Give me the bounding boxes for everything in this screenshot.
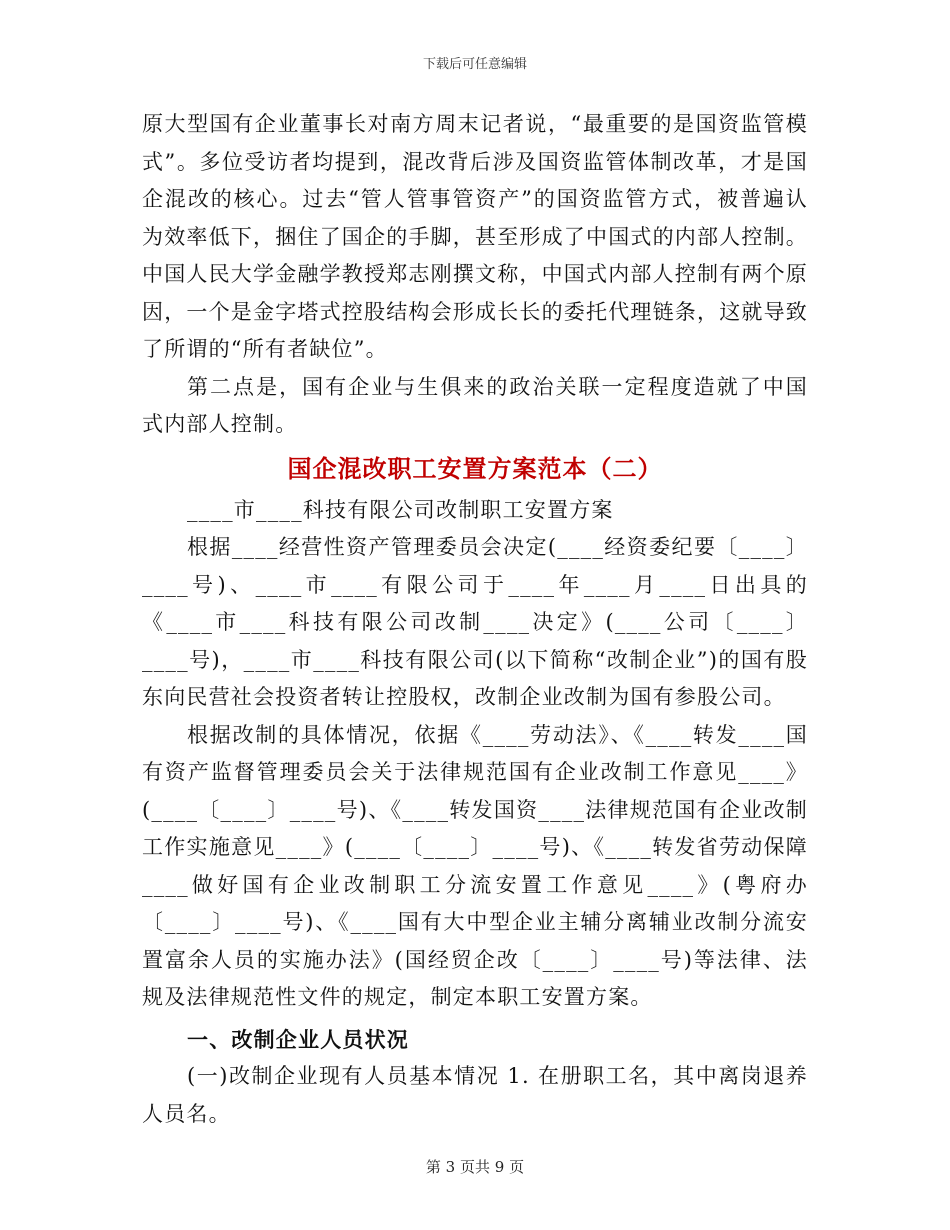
paragraph-5: 根据改制的具体情况，依据《____劳动法》、《____转发____国有资产监督管理委员会关于法律规范国有企业改制工作意见____》(____〔____〕____号)、《____转发国资____法律规范国有企业改制工作实施意见____》(____〔____〕____号)、《____转发省劳动保障____做好国有企业改制职工分流安置工作意见____》(粤府办〔____〕____号)、《____国有大中型企业主辅分离辅业改制分流安置富余人员的实施办法》(国经贸企改〔____〕____号)等法律、法规及法律规范性文件的规定，制定本职工安置方案。 xyxy=(142,722,808,1009)
document-body xyxy=(142,106,808,1133)
page-header: 下载后可任意编辑 xyxy=(422,57,527,72)
paragraph-6: (一)改制企业现有人员基本情况 1. 在册职工名，其中离岗退养人员名。 xyxy=(142,1064,808,1126)
paragraph-2: 第二点是，国有企业与生俱来的政治关联一定程度造就了中国式内部人控制。 xyxy=(142,374,808,436)
heading-1: 一、改制企业人员状况 xyxy=(187,1026,409,1052)
section-title: 国企混改职工安置方案范本（二） xyxy=(287,453,663,483)
paragraph-1: 原大型国有企业董事长对南方周末记者说，“最重要的是国资监管模式”。多位受访者均提到，混改背后涉及国资监管体制改革，才是国企混改的核心。过去“管人管事管资产”的国资监管方式，被普遍认为效率低下，捆住了国企的手脚，甚至形成了中国式的内部人控制。中国人民大学金融学教授郑志刚撰文称，中国式内部人控制有两个原因，一个是金字塔式控股结构会形成长长的委托代理链条，这就导致了所谓的“所有者缺位”。 xyxy=(142,112,808,361)
page-footer: 第 3 页共 9 页 xyxy=(425,1158,525,1176)
paragraph-4: 根据____经营性资产管理委员会决定(____经资委纪要〔____〕____号)、____市____有限公司于____年____月____日出具的《____市____科技有限公司改制____决定》(____公司〔____〕____号)，____市____科技有限公司(以下简称“改制企业”)的国有股东向民营社会投资者转让控股权，改制企业改制为国有参股公司。 xyxy=(142,535,808,709)
paragraph-3: ____市____科技有限公司改制职工安置方案 xyxy=(187,497,614,522)
